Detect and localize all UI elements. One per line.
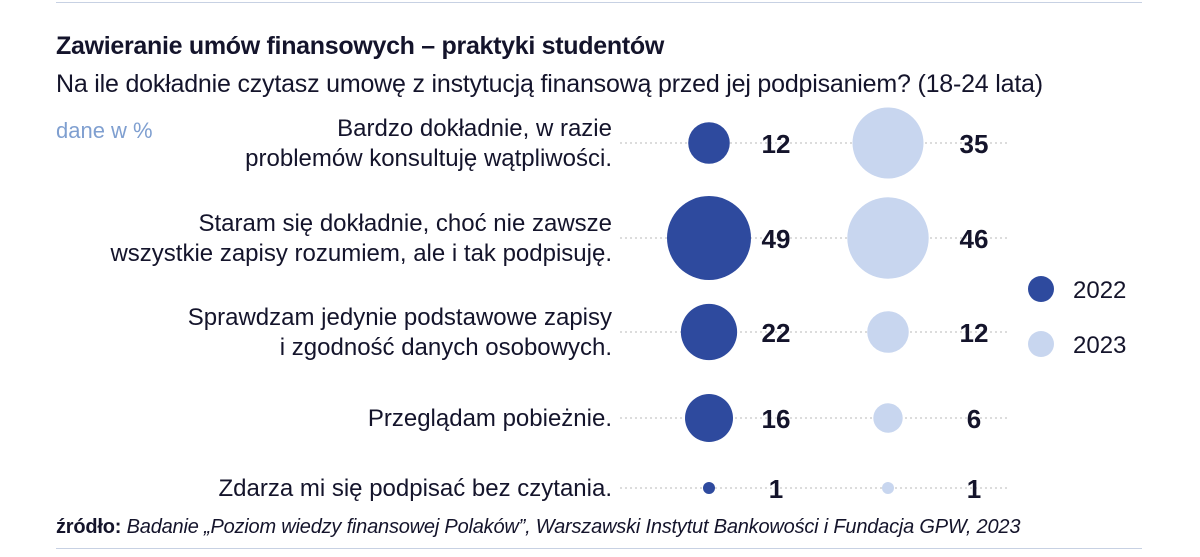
source-prefix: źródło:	[56, 516, 122, 538]
legend-label-2023: 2023	[1073, 332, 1127, 359]
value-label-2023: 12	[959, 318, 989, 348]
category-label: problemów konsultuję wątpliwości.	[245, 145, 612, 172]
bubble-2023	[867, 311, 909, 353]
source-text: Badanie „Poziom wiedzy finansowej Polaków”, Warszawski Instytut Bankowości i Fundacja GPW, 2023	[126, 516, 1021, 538]
bottom-rule	[56, 548, 1142, 549]
bubble-2022	[703, 482, 715, 494]
bubble-2023	[882, 482, 894, 494]
chart-title: Zawieranie umów finansowych – praktyki studentów	[56, 32, 664, 60]
bubble-2023	[847, 197, 928, 278]
category-label: i zgodność danych osobowych.	[279, 334, 612, 361]
legend-label-2022: 2022	[1073, 277, 1127, 304]
bubble-2022	[688, 122, 730, 164]
bubble-2022	[667, 196, 751, 280]
category-label: wszystkie zapisy rozumiem, ale i tak podpisuję.	[110, 240, 612, 267]
legend-swatch-2022	[1028, 276, 1054, 302]
category-label: Przeglądam pobieżnie.	[367, 405, 612, 432]
value-label-2022: 16	[761, 404, 791, 434]
value-label-2022: 1	[768, 474, 784, 504]
bubble-2022	[681, 304, 737, 360]
source-note	[56, 516, 1020, 539]
bubble-2022	[685, 394, 733, 442]
chart-subtitle: Na ile dokładnie czytasz umowę z instytucją finansową przed jej podpisaniem? (18-24 lata)	[56, 70, 1043, 98]
value-label-2022: 12	[761, 129, 791, 159]
value-label-2022: 22	[761, 318, 791, 348]
units-label: dane w %	[56, 118, 153, 143]
value-label-2023: 35	[959, 129, 989, 159]
legend-swatch-2023	[1028, 331, 1054, 357]
value-label-2023: 6	[966, 404, 982, 434]
bubble-2023	[853, 108, 924, 179]
category-label: Staram się dokładnie, choć nie zawsze	[198, 210, 612, 237]
value-label-2023: 1	[966, 474, 982, 504]
category-label: Bardzo dokładnie, w razie	[337, 115, 612, 142]
category-label: Sprawdzam jedynie podstawowe zapisy	[187, 304, 612, 331]
category-label: Zdarza mi się podpisać bez czytania.	[218, 475, 612, 502]
bubble-2023	[873, 403, 902, 432]
value-label-2023: 46	[959, 224, 989, 254]
value-label-2022: 49	[761, 224, 791, 254]
